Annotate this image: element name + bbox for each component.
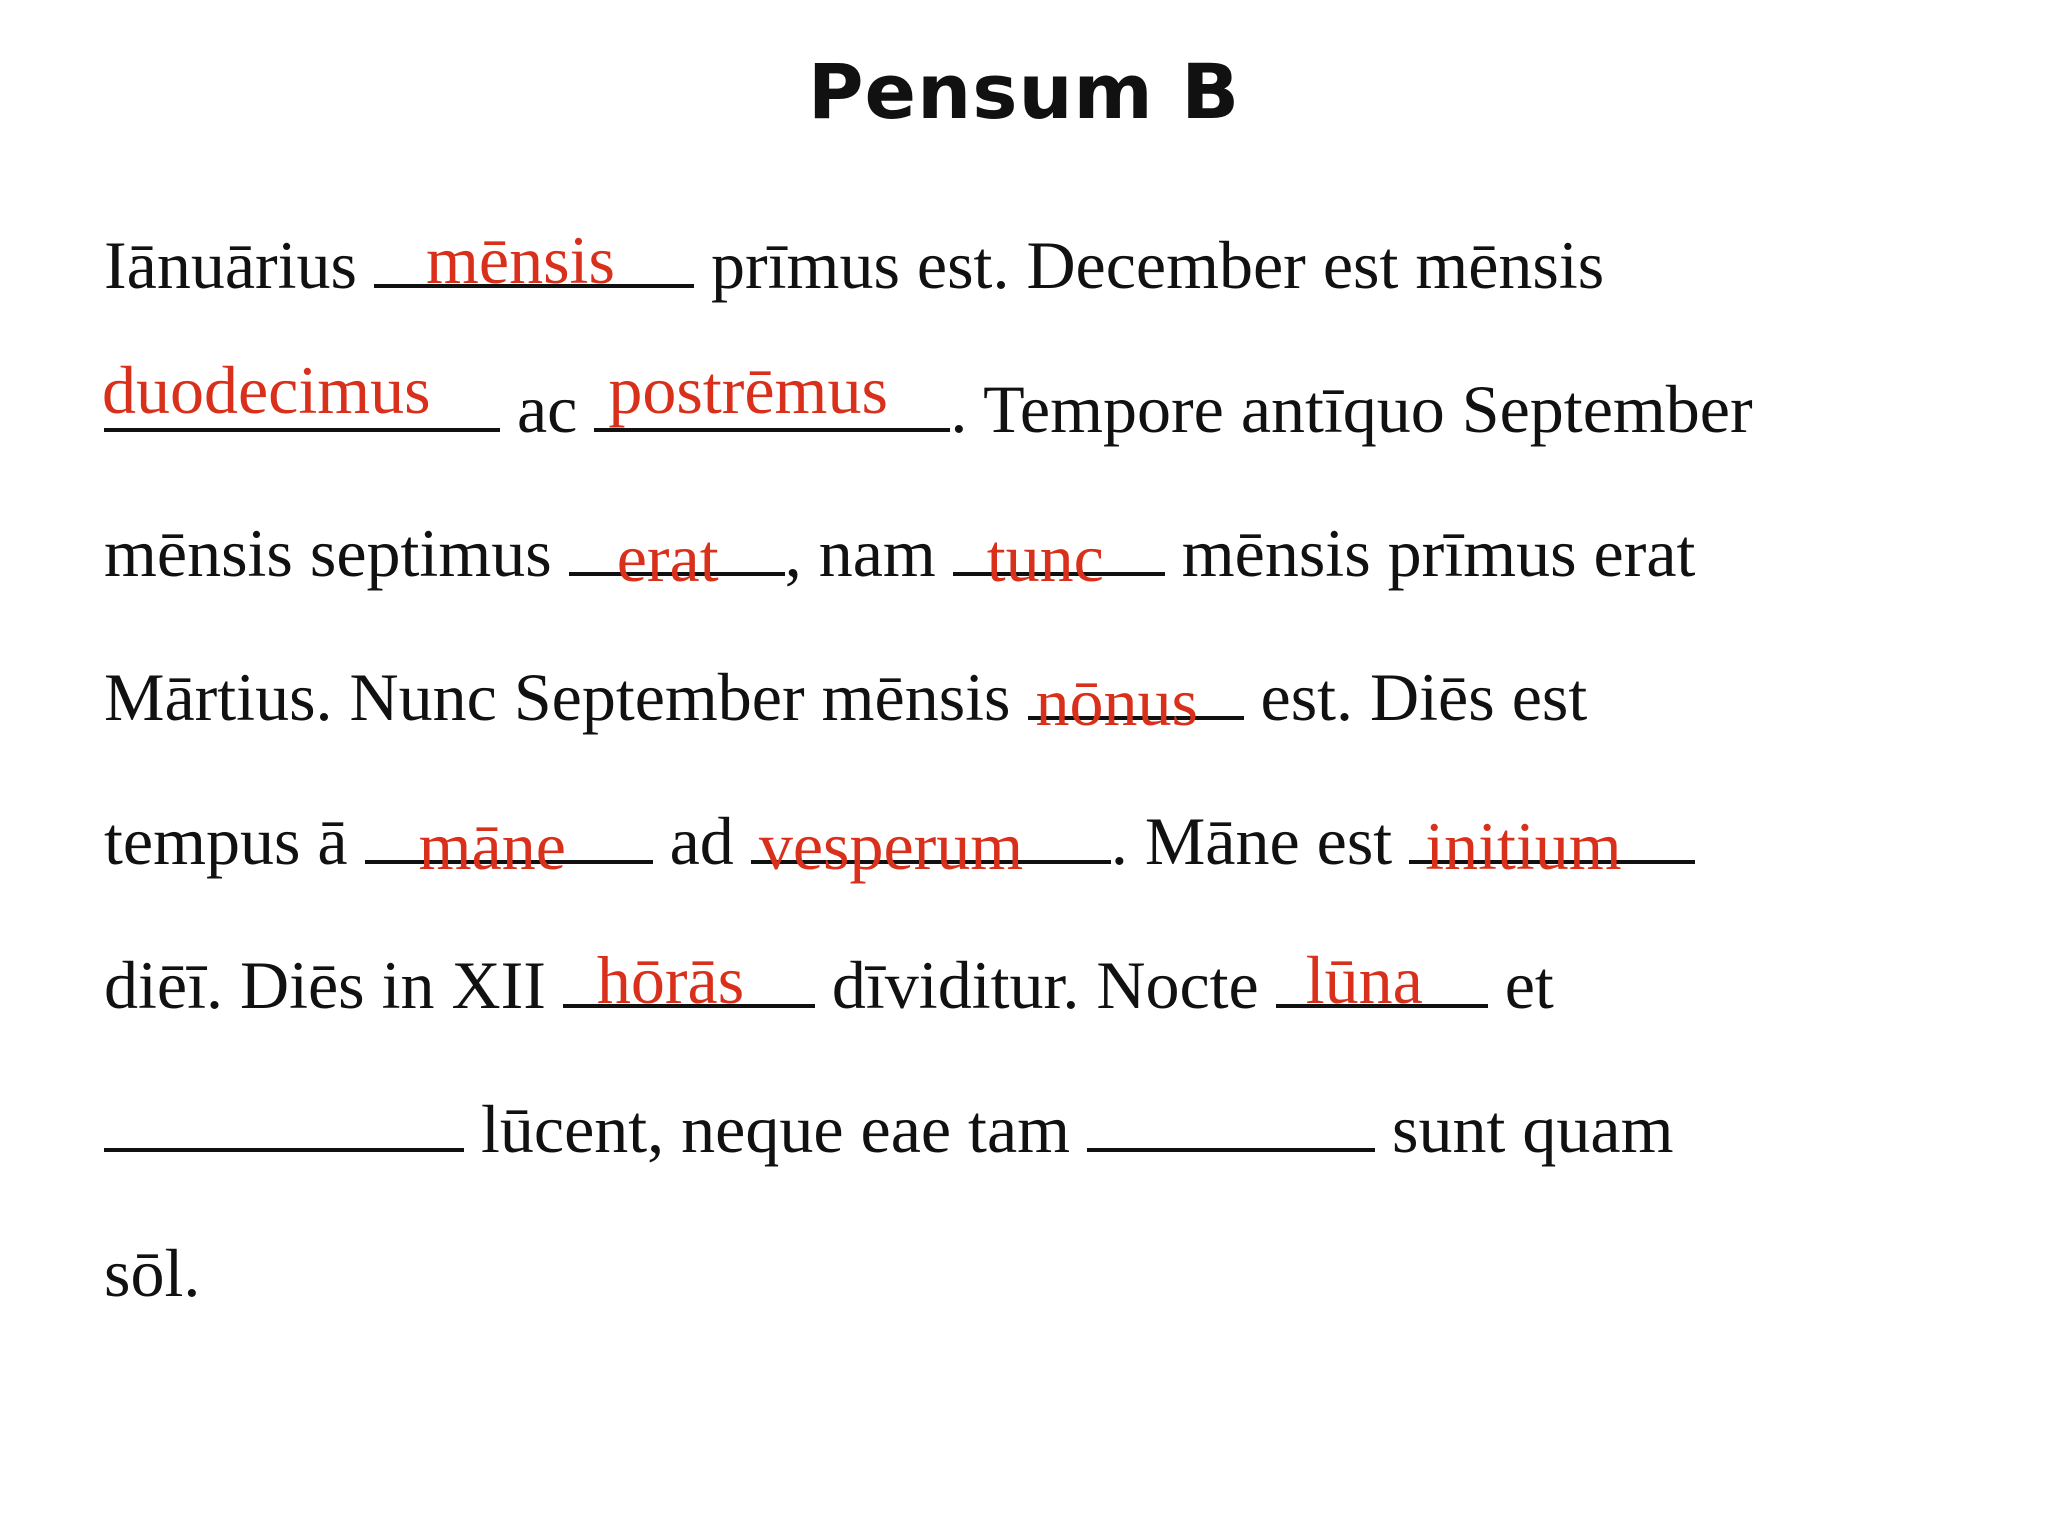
page-title: Pensum B — [807, 47, 1241, 136]
passage-text: est. Diēs est — [1243, 659, 1588, 735]
answer-4: erat — [616, 520, 719, 596]
passage-text: prīmus est. December est mēnsis — [694, 227, 1605, 303]
passage-text: dīviditur. Nocte — [814, 947, 1276, 1023]
passage-text: lūcent, neque eae tam — [464, 1091, 1088, 1167]
passage-line-3 — [104, 498, 1695, 608]
passage-text: Iānuārius — [104, 227, 375, 303]
passage-text: sunt quam — [1375, 1091, 1674, 1167]
passage-text: , nam — [784, 515, 953, 591]
answer-11: lūna — [1305, 942, 1423, 1018]
blank-9[interactable] — [1409, 808, 1695, 884]
passage-text: et — [1487, 947, 1554, 1023]
answer-8: vesperum — [758, 808, 1024, 884]
blank-8[interactable] — [751, 808, 1111, 884]
passage-line-8 — [104, 1218, 200, 1328]
answer-1: mēnsis — [426, 222, 615, 298]
blank-5[interactable] — [953, 520, 1165, 596]
passage-text: . Māne est — [1110, 803, 1410, 879]
blank-7[interactable] — [365, 808, 653, 884]
passage-line-2 — [104, 354, 1753, 464]
passage-text: ad — [652, 803, 751, 879]
blank-13[interactable] — [1087, 1098, 1375, 1152]
answer-5: tunc — [986, 520, 1104, 596]
blank-3[interactable] — [594, 352, 950, 432]
passage-text: mēnsis septimus — [104, 515, 569, 591]
passage-text: . Tempore antīquo September — [950, 371, 1753, 447]
blank-4[interactable] — [569, 520, 785, 596]
passage-line-6 — [104, 930, 1554, 1040]
answer-2: duodecimus — [102, 352, 431, 428]
passage-text: diēī. Diēs in XII — [104, 947, 563, 1023]
passage-line-7 — [104, 1074, 1673, 1184]
passage-line-4 — [104, 642, 1587, 752]
passage-text: ac — [500, 371, 595, 447]
passage-text: tempus ā — [104, 803, 365, 879]
blank-2[interactable] — [102, 352, 500, 432]
blank-6[interactable] — [1028, 664, 1244, 740]
answer-6: nōnus — [1035, 664, 1198, 740]
answer-9: initium — [1425, 808, 1622, 884]
blank-11[interactable] — [1276, 942, 1488, 1018]
answer-10: hōrās — [596, 942, 745, 1018]
blank-1[interactable] — [374, 222, 694, 298]
passage-line-1 — [104, 210, 1604, 320]
answer-3: postrēmus — [608, 352, 888, 428]
passage-text: Mārtius. Nunc September mēnsis — [104, 659, 1028, 735]
passage-text: mēnsis prīmus erat — [1164, 515, 1696, 591]
blank-10[interactable] — [563, 942, 815, 1018]
blank-12[interactable] — [104, 1098, 464, 1152]
passage-line-5 — [104, 786, 1695, 896]
passage-text: sōl. — [104, 1235, 201, 1311]
answer-7: māne — [418, 808, 566, 884]
